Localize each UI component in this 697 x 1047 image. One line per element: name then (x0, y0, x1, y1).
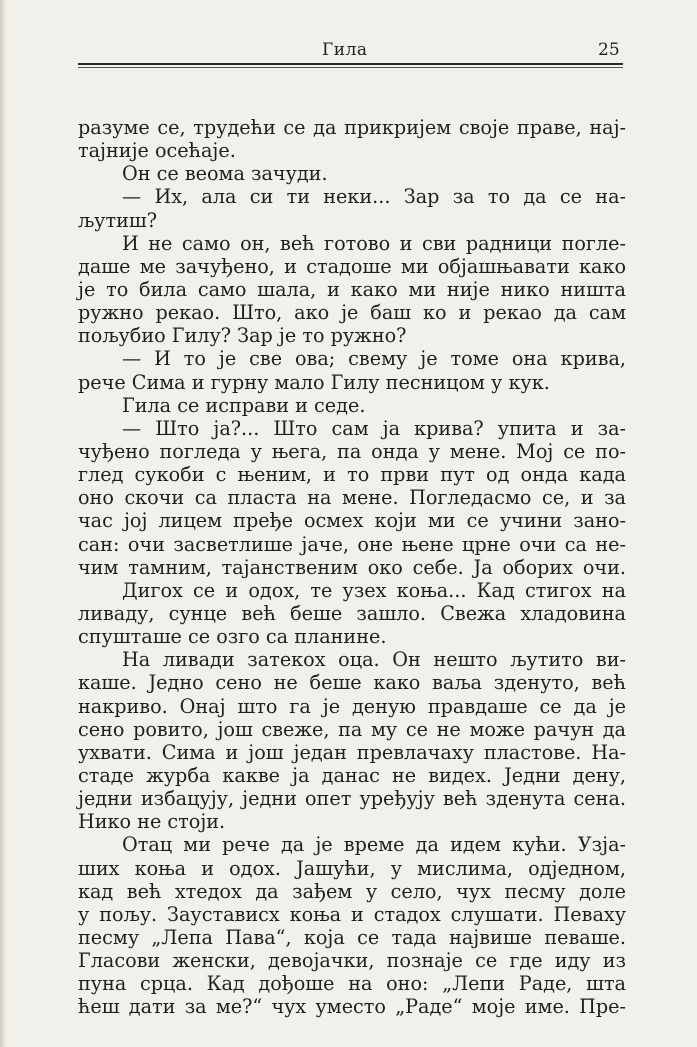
header-rule (78, 63, 623, 65)
body-text (78, 116, 626, 1018)
text-line: час јој лицем пређе осмех који ми се учини зано- (78, 509, 626, 533)
text-line: глед сукоби с њеним, и то први пут од онда када (78, 463, 626, 487)
text-line: Отац ми рече да је време да идем кући. Узја- (122, 833, 626, 857)
text-line: у пољу. Заустависх коња и стадох слушати. Певаху (78, 902, 626, 926)
text-line: ших коња и одох. Јашући, у мислима, одједном, (78, 856, 626, 880)
text-line: разуме се, трудећи се да прикријем своје праве, нај- (78, 116, 626, 139)
text-line: ливаду, сунце већ беше зашло. Свежа хладовина (78, 601, 626, 625)
text-line: љутиш? (78, 208, 157, 232)
text-line: пољубио Гилу? Зар је то ружно? (78, 324, 407, 348)
text-line: спушташе се озго са планине. (78, 625, 387, 649)
text-line: песму „Лепа Пава“, која се тада највише певаше. (78, 925, 626, 949)
text-line: тајније осећаје. (78, 139, 236, 163)
text-line: каше. Једно сено не беше како ваља зденуто, већ (78, 671, 626, 695)
text-line: даше ме зачуђено, и стадоше ми објашњавати како (78, 254, 626, 278)
text-line: ухвати. Сима и још један превлачаху пластове. На- (78, 740, 626, 764)
text-line: пуна срца. Кад дођоше на оно: „Лепи Раде, шта (78, 972, 626, 996)
page-binding-shadow (0, 0, 6, 1047)
text-line: — Их, ала си ти неки... Зар за то да се на- (122, 185, 626, 209)
text-line: И не само он, већ готово и сви радници погле- (122, 231, 626, 255)
text-line: једни избацују, једни опет уређују већ зденута сена. (78, 787, 626, 811)
text-line: На ливади затекох оца. Он нешто љутито ви- (122, 648, 626, 672)
header-rule-thin (78, 67, 623, 68)
text-line: стаде журба какве ја данас не видех. Једни дену, (78, 763, 626, 787)
text-line: — И то је све ова; свему је томе она крива, (122, 347, 626, 371)
page-number: 25 (598, 40, 620, 60)
text-line: ћеш дати за ме?“ чух уместо „Раде“ моје име. Пре- (78, 995, 626, 1019)
text-line: сено ровито, још свеже, па му се не може рачун да (78, 717, 626, 741)
text-line: Гласови женски, девојачки, познаје се где иду из (78, 949, 626, 973)
text-line: чим тамним, тајанственим око себе. Ја оборих очи. (78, 555, 626, 579)
text-line: рече Сима и гурну мало Гилу песницом у кук. (78, 370, 550, 394)
text-line: сан: очи засветлише јаче, оне њене црне очи са не- (78, 532, 626, 556)
text-line: Нико не стоји. (78, 810, 226, 834)
text-line: Он се веома зачуди. (122, 162, 328, 186)
text-line: — Што ја?... Што сам ја крива? упита и за- (122, 416, 626, 440)
text-line: Гила се исправи и седе. (122, 393, 366, 417)
text-line: накриво. Онај што га је деную правдаше се да је (78, 694, 626, 718)
text-line: оно скочи са пласта на мене. Погледасмо се, и за (78, 486, 626, 510)
text-line: је то била само шала, и како ми није нико ништа (78, 277, 626, 301)
text-line: кад већ хтедох да зађем у село, чух песму доле (78, 879, 626, 903)
text-line: Дигох се и одох, те узех коња... Кад стигох на (122, 578, 626, 602)
text-line: чуђено погледа у њега, па онда у мене. Мој се по- (78, 439, 626, 463)
running-title: Гила (322, 40, 368, 60)
text-line: ружно рекао. Што, ако је баш ко и рекао да сам (78, 301, 626, 325)
